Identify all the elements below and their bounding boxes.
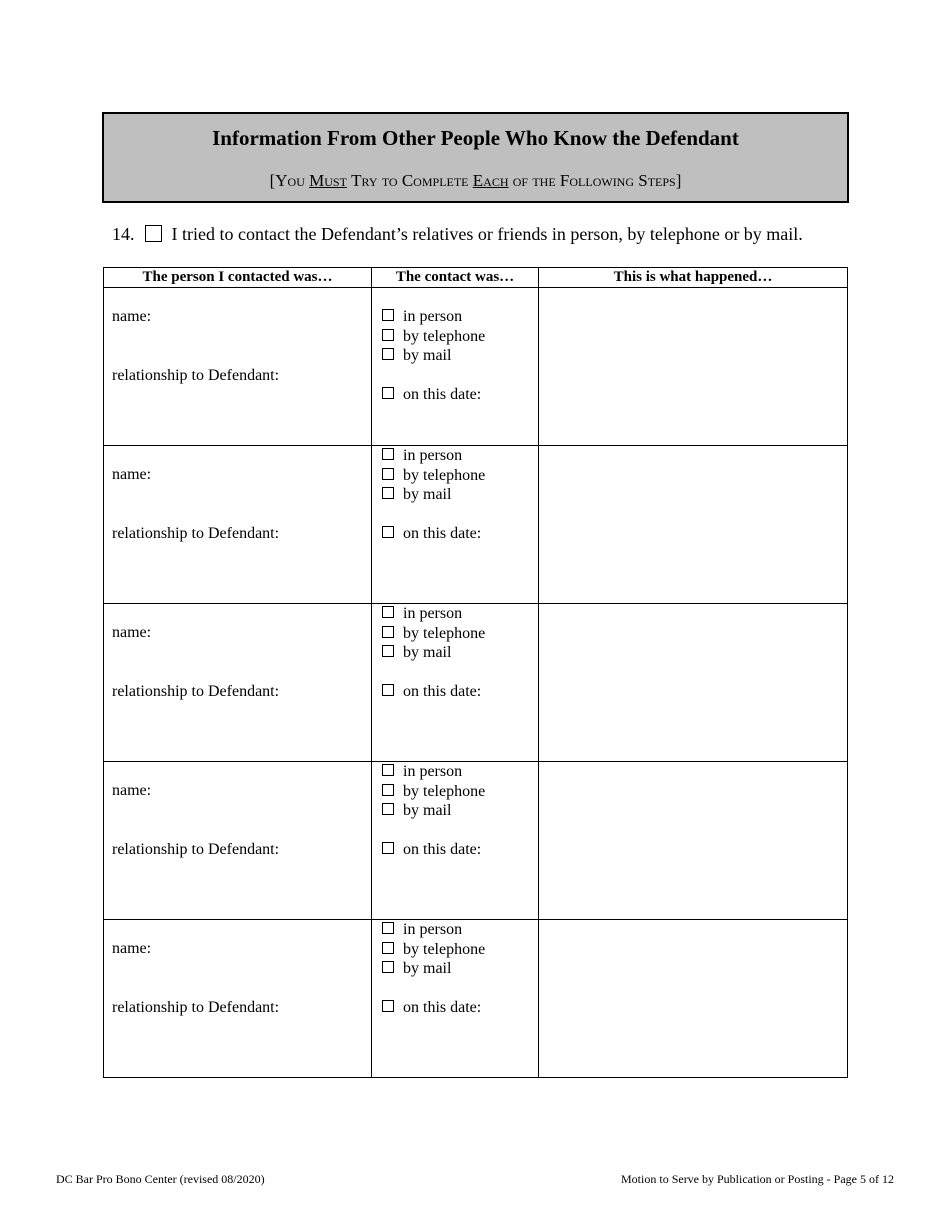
checkbox-icon[interactable] xyxy=(382,487,394,499)
happened-cell[interactable] xyxy=(539,446,848,604)
name-label: name: xyxy=(112,308,152,325)
person-cell[interactable] xyxy=(104,446,372,604)
option-label: in person xyxy=(403,763,463,780)
option-label: on this date: xyxy=(403,683,482,700)
option-by-telephone[interactable] xyxy=(382,328,485,346)
checkbox-icon[interactable] xyxy=(382,387,394,399)
table-row xyxy=(104,920,848,1078)
option-on-this-date[interactable] xyxy=(382,525,481,543)
table-header-row xyxy=(104,268,848,288)
option-in-person[interactable] xyxy=(382,763,462,781)
contact-cell xyxy=(372,288,539,446)
option-label: by telephone xyxy=(403,783,486,800)
checkbox-icon[interactable] xyxy=(382,842,394,854)
checkbox-icon[interactable] xyxy=(382,684,394,696)
option-in-person[interactable] xyxy=(382,921,462,939)
subtitle-open-bracket: [ xyxy=(269,171,276,190)
option-label: in person xyxy=(403,921,463,938)
option-label: by mail xyxy=(403,347,452,364)
option-on-this-date[interactable] xyxy=(382,841,481,859)
contact-cell xyxy=(372,604,539,762)
person-cell[interactable] xyxy=(104,762,372,920)
checkbox-icon[interactable] xyxy=(382,803,394,815)
checkbox-icon[interactable] xyxy=(382,309,394,321)
person-cell[interactable] xyxy=(104,288,372,446)
subtitle-try: Try to Complete xyxy=(351,171,469,190)
name-label: name: xyxy=(112,940,152,957)
table-row xyxy=(104,446,848,604)
person-cell[interactable] xyxy=(104,604,372,762)
checkbox-icon[interactable] xyxy=(382,606,394,618)
option-by-mail[interactable] xyxy=(382,802,451,820)
checkbox-icon[interactable] xyxy=(382,961,394,973)
option-on-this-date[interactable] xyxy=(382,386,481,404)
subtitle-each: Each xyxy=(472,171,509,190)
option-label: by mail xyxy=(403,960,452,977)
header-person: The person I contacted was… xyxy=(104,268,372,288)
checkbox-icon[interactable] xyxy=(382,348,394,360)
option-label: in person xyxy=(403,308,463,325)
checkbox-icon[interactable] xyxy=(382,784,394,796)
option-on-this-date[interactable] xyxy=(382,683,481,701)
option-label: by mail xyxy=(403,644,452,661)
option-on-this-date[interactable] xyxy=(382,999,481,1017)
contact-cell xyxy=(372,762,539,920)
option-label: by mail xyxy=(403,802,452,819)
relationship-label: relationship to Defendant: xyxy=(112,525,280,542)
checkbox-icon[interactable] xyxy=(382,922,394,934)
relationship-label: relationship to Defendant: xyxy=(112,999,280,1016)
name-label: name: xyxy=(112,466,152,483)
checkbox-icon[interactable] xyxy=(382,468,394,480)
option-by-mail[interactable] xyxy=(382,347,451,365)
subtitle-close-bracket: ] xyxy=(675,171,682,190)
option-label: in person xyxy=(403,605,463,622)
item-number: 14. xyxy=(112,224,135,244)
section-title: Information From Other People Who Know the Defendant xyxy=(212,126,739,150)
checkbox-icon[interactable] xyxy=(382,942,394,954)
item-14-checkbox[interactable] xyxy=(145,225,162,242)
contact-cell xyxy=(372,920,539,1078)
option-label: on this date: xyxy=(403,525,482,542)
option-by-telephone[interactable] xyxy=(382,941,485,959)
relationship-label: relationship to Defendant: xyxy=(112,841,280,858)
contact-cell xyxy=(372,446,539,604)
relationship-label: relationship to Defendant: xyxy=(112,367,280,384)
relationship-label: relationship to Defendant: xyxy=(112,683,280,700)
option-label: by mail xyxy=(403,486,452,503)
option-label: on this date: xyxy=(403,999,482,1016)
footer-page-info: Motion to Serve by Publication or Posting - Page 5 of 12 xyxy=(621,1172,894,1186)
table-row xyxy=(104,762,848,920)
checkbox-icon[interactable] xyxy=(382,626,394,638)
subtitle-rest: of the Following Steps xyxy=(512,171,676,190)
happened-cell[interactable] xyxy=(539,762,848,920)
person-cell[interactable] xyxy=(104,920,372,1078)
checkbox-icon[interactable] xyxy=(382,1000,394,1012)
item-14-text: I tried to contact the Defendant’s relatives or friends in person, by telephone or by mail. xyxy=(171,224,803,244)
option-in-person[interactable] xyxy=(382,605,462,623)
option-label: on this date: xyxy=(403,841,482,858)
option-label: on this date: xyxy=(403,386,482,403)
happened-cell[interactable] xyxy=(539,604,848,762)
subtitle-must: Must xyxy=(309,171,347,190)
header-happened: This is what happened… xyxy=(539,268,848,288)
checkbox-icon[interactable] xyxy=(382,448,394,460)
contacts-table xyxy=(103,267,848,1078)
checkbox-icon[interactable] xyxy=(382,329,394,341)
happened-cell[interactable] xyxy=(539,920,848,1078)
subtitle-you: You xyxy=(275,171,305,190)
option-in-person[interactable] xyxy=(382,447,462,465)
option-by-telephone[interactable] xyxy=(382,625,485,643)
option-by-telephone[interactable] xyxy=(382,783,485,801)
option-by-mail[interactable] xyxy=(382,486,451,504)
section-subtitle xyxy=(104,171,847,191)
header-contact: The contact was… xyxy=(372,268,539,288)
option-label: by telephone xyxy=(403,941,486,958)
option-by-telephone[interactable] xyxy=(382,467,485,485)
happened-cell[interactable] xyxy=(539,288,848,446)
table-row xyxy=(104,288,848,446)
name-label: name: xyxy=(112,624,152,641)
option-by-mail[interactable] xyxy=(382,960,451,978)
table-row xyxy=(104,604,848,762)
checkbox-icon[interactable] xyxy=(382,645,394,657)
option-label: by telephone xyxy=(403,328,486,345)
option-label: by telephone xyxy=(403,467,486,484)
checkbox-icon[interactable] xyxy=(382,526,394,538)
option-label: by telephone xyxy=(403,625,486,642)
section-header-box xyxy=(102,112,849,203)
checkbox-icon[interactable] xyxy=(382,764,394,776)
option-by-mail[interactable] xyxy=(382,644,451,662)
item-14 xyxy=(112,224,803,245)
footer-left: DC Bar Pro Bono Center (revised 08/2020) xyxy=(56,1172,265,1186)
option-label: in person xyxy=(403,447,463,464)
option-in-person[interactable] xyxy=(382,308,462,326)
name-label: name: xyxy=(112,782,152,799)
